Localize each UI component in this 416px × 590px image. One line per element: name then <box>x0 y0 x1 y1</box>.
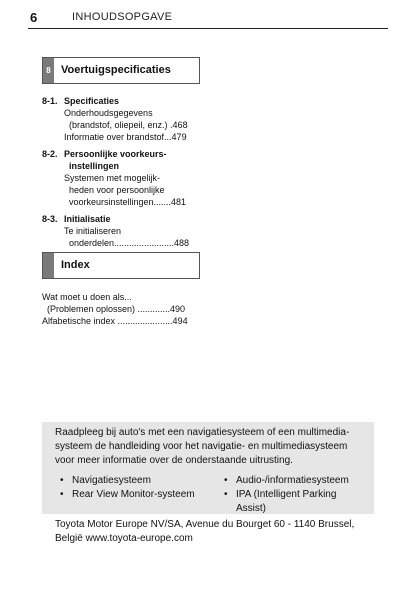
toc-subline[interactable]: (Problemen oplossen) .............490 <box>47 304 186 314</box>
notice-line: voor meer informatie over de onderstaande uitrusting. <box>55 455 293 466</box>
page-header <box>0 0 416 32</box>
section-title: Voertuigspecificaties <box>61 64 171 76</box>
toc-subline[interactable]: heden voor persoonlijke <box>69 185 165 195</box>
section-number-tab: 8 <box>43 58 54 83</box>
bullet-text: Assist) <box>236 503 266 514</box>
toc-entry-title[interactable]: Persoonlijke voorkeurs- <box>64 149 167 159</box>
bullet-item <box>224 474 349 488</box>
bullet-item <box>60 474 151 488</box>
toc-subline[interactable]: Alfabetische index ......................494 <box>42 316 188 326</box>
toc-entry-title[interactable]: instellingen <box>69 161 120 171</box>
toc-entry-number: 8-1. <box>42 96 58 106</box>
header-title: INHOUDSOPGAVE <box>72 11 173 23</box>
toc-entry-number: 8-3. <box>42 214 58 224</box>
section-8-toc <box>42 95 222 255</box>
toc-subline[interactable]: Te initialiseren <box>64 226 122 236</box>
footer-address-line[interactable]: België www.toyota-europe.com <box>55 533 193 544</box>
notice-box <box>42 422 374 514</box>
bullet-text: Navigatiesysteem <box>72 475 151 486</box>
toc-subline[interactable]: voorkeursinstellingen.......481 <box>69 197 187 207</box>
toc-entry-8-2[interactable] <box>42 148 58 160</box>
bullet-item <box>224 488 336 502</box>
toc-subline[interactable]: onderdelen........................488 <box>69 238 190 248</box>
index-title: Index <box>61 259 90 271</box>
header-rule <box>28 28 388 29</box>
toc-subline[interactable]: Wat moet u doen als... <box>42 292 132 302</box>
bullet-icon: • <box>60 475 64 486</box>
page-number: 6 <box>30 10 38 25</box>
toc-entry-title[interactable]: Initialisatie <box>64 214 111 224</box>
bullet-icon: • <box>224 489 228 500</box>
footer-address-line: Toyota Motor Europe NV/SA, Avenue du Bourget 60 - 1140 Brussel, <box>55 519 355 530</box>
section-8-heading[interactable] <box>42 57 200 84</box>
bullet-text: Audio-/informatiesysteem <box>236 475 349 486</box>
bullet-text: Rear View Monitor-systeem <box>72 489 195 500</box>
notice-line: systeem de handleiding voor het navigatie- en multimediasysteem <box>55 441 348 452</box>
index-tab <box>43 253 54 278</box>
bullet-item <box>60 488 195 502</box>
toc-entry-title[interactable]: Specificaties <box>64 96 120 106</box>
toc-subline[interactable]: (brandstof, oliepeil, enz.) .468 <box>69 120 188 130</box>
toc-entry-8-3[interactable] <box>42 213 58 225</box>
toc-subline[interactable]: Onderhoudsgegevens <box>64 108 153 118</box>
toc-entry-number: 8-2. <box>42 149 58 159</box>
toc-entry-8-1[interactable] <box>42 95 58 107</box>
index-toc <box>42 291 222 331</box>
notice-line: Raadpleeg bij auto's met een navigatiesysteem of een multimedia- <box>55 427 350 438</box>
bullet-icon: • <box>224 475 228 486</box>
toc-subline[interactable]: Systemen met mogelijk- <box>64 173 161 183</box>
toc-subline[interactable]: Informatie over brandstof...479 <box>64 132 187 142</box>
bullet-text: IPA (Intelligent Parking <box>236 489 337 500</box>
index-heading[interactable] <box>42 252 200 279</box>
bullet-icon: • <box>60 489 64 500</box>
